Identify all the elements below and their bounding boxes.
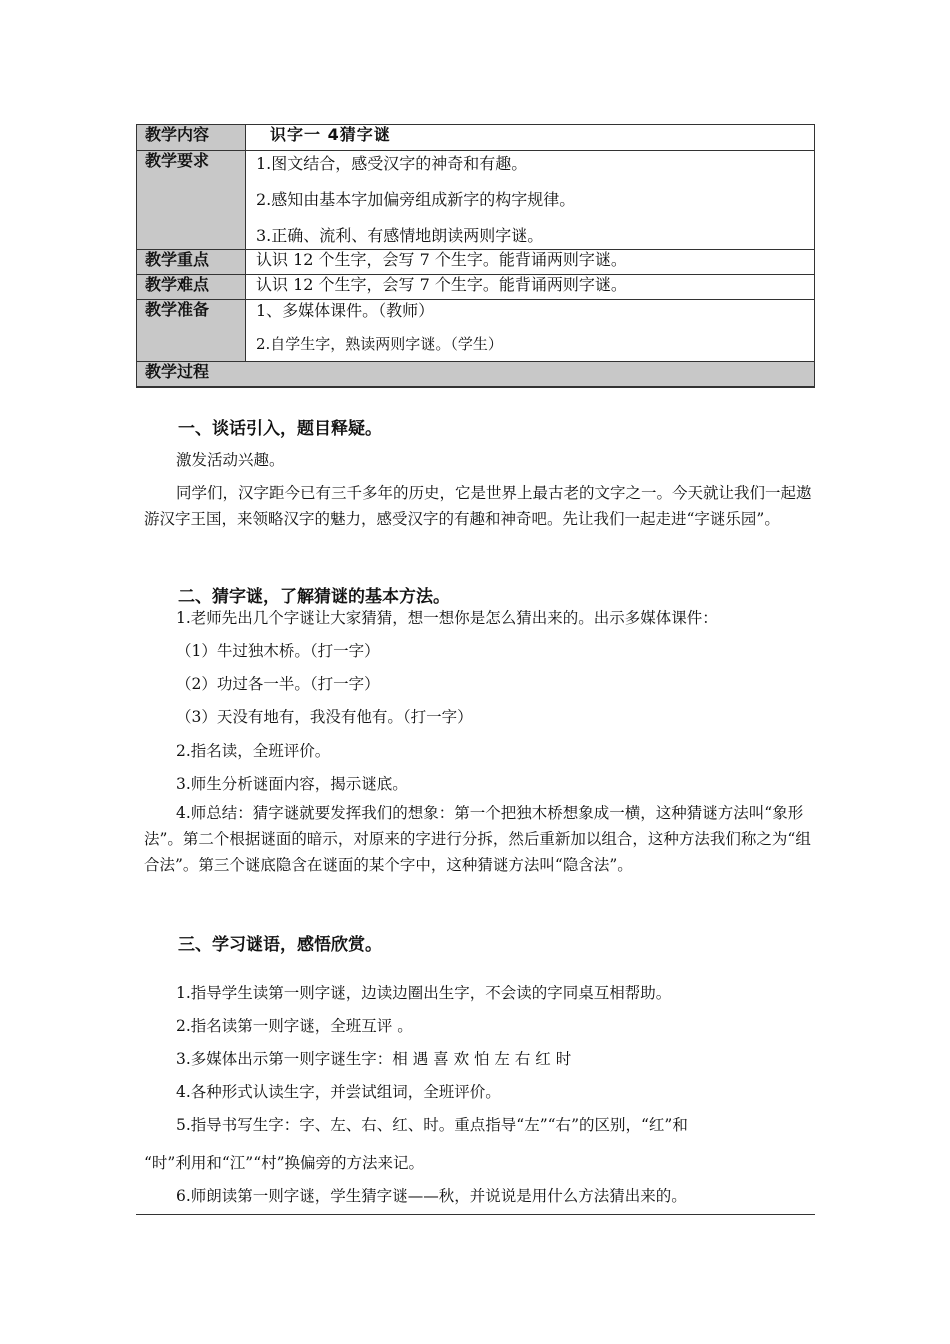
section3-line: 2.指名读第一则字谜，全班互评 。 bbox=[176, 1017, 413, 1035]
key-points-row bbox=[137, 250, 815, 275]
section2-summary: 4.师总结：猜字谜就要发挥我们的想象：第一个把独木桥想象成一横，这种猜谜方法叫“象形法”。第二个根据谜面的暗示，对原来的字进行分拆，然后重新加以组合，这种方法我们称之为“组合法”。第三个谜底隐含在谜面的某个字中，这种猜谜方法叫“隐含法”。 bbox=[144, 804, 811, 874]
lesson-plan-table bbox=[136, 124, 815, 388]
section3-line: 3.多媒体出示第一则字谜生字：相 遇 喜 欢 怕 左 右 红 时 bbox=[176, 1050, 572, 1068]
requirements-row bbox=[137, 151, 815, 250]
difficulties-row bbox=[137, 275, 815, 300]
difficulties-value: 认识 12 个生字，会写 7 个生字。能背诵两则字谜。 bbox=[246, 275, 815, 300]
section3-line: 6.师朗读第一则字谜，学生猜字谜——秋，并说说是用什么方法猜出来的。 bbox=[176, 1187, 687, 1205]
content-row bbox=[137, 125, 815, 151]
section3-line: 5.指导书写生字：字、左、右、红、时。重点指导“左”“右”的区别，“红”和 bbox=[176, 1116, 688, 1134]
content-label: 教学内容 bbox=[137, 125, 246, 151]
section2-line: （2）功过各一半。（打一字） bbox=[176, 675, 380, 693]
section3-heading: 三、学习谜语，感悟欣赏。 bbox=[178, 935, 382, 955]
preparation-item: 1、多媒体课件。（教师） bbox=[256, 301, 435, 320]
section1-heading: 一、谈话引入，题目释疑。 bbox=[178, 419, 382, 439]
section2-line: 3.师生分析谜面内容，揭示谜底。 bbox=[176, 775, 408, 793]
preparation-item: 2.自学生字，熟读两则字谜。（学生） bbox=[256, 335, 503, 353]
section1-line: 激发活动兴趣。 bbox=[176, 451, 285, 469]
section3-line: “时”利用和“江”“村”换偏旁的方法来记。 bbox=[144, 1154, 425, 1172]
section2-line: （1）牛过独木桥。（打一字） bbox=[176, 642, 380, 660]
preparation-cell bbox=[246, 300, 815, 362]
key-points-value: 认识 12 个生字，会写 7 个生字。能背诵两则字谜。 bbox=[246, 250, 815, 275]
content-value: 识字一 4猜字谜 bbox=[246, 125, 815, 151]
process-label: 教学过程 bbox=[137, 362, 815, 387]
process-row bbox=[137, 362, 815, 387]
requirement-item: 3.正确、流利、有感情地朗读两则字谜。 bbox=[256, 226, 544, 245]
footer-divider bbox=[136, 1214, 815, 1215]
preparation-label: 教学准备 bbox=[137, 300, 246, 362]
section3-line: 4.各种形式认读生字，并尝试组词，全班评价。 bbox=[176, 1083, 501, 1101]
section2-line: 1.老师先出几个字谜让大家猜猜，想一想你是怎么猜出来的。出示多媒体课件： bbox=[176, 609, 718, 627]
section1-paragraph: 同学们，汉字距今已有三千多年的历史，它是世界上最古老的文字之一。今天就让我们一起遨游汉字王国，来领略汉字的魅力，感受汉字的有趣和神奇吧。先让我们一起走进“字谜乐园”。 bbox=[144, 484, 812, 528]
preparation-row bbox=[137, 300, 815, 362]
key-points-label: 教学重点 bbox=[137, 250, 246, 275]
requirements-cell bbox=[246, 151, 815, 250]
section2-line: （3）天没有地有，我没有他有。（打一字） bbox=[176, 708, 473, 726]
requirement-item: 2.感知由基本字加偏旁组成新字的构字规律。 bbox=[256, 190, 576, 209]
section2-heading: 二、猜字谜，了解猜谜的基本方法。 bbox=[178, 587, 450, 607]
section2-line: 2.指名读，全班评价。 bbox=[176, 742, 331, 760]
section3-line: 1.指导学生读第一则字谜，边读边圈出生字，不会读的字同桌互相帮助。 bbox=[176, 984, 672, 1002]
difficulties-label: 教学难点 bbox=[137, 275, 246, 300]
requirement-item: 1.图文结合，感受汉字的神奇和有趣。 bbox=[256, 154, 528, 173]
requirements-label: 教学要求 bbox=[137, 151, 246, 250]
